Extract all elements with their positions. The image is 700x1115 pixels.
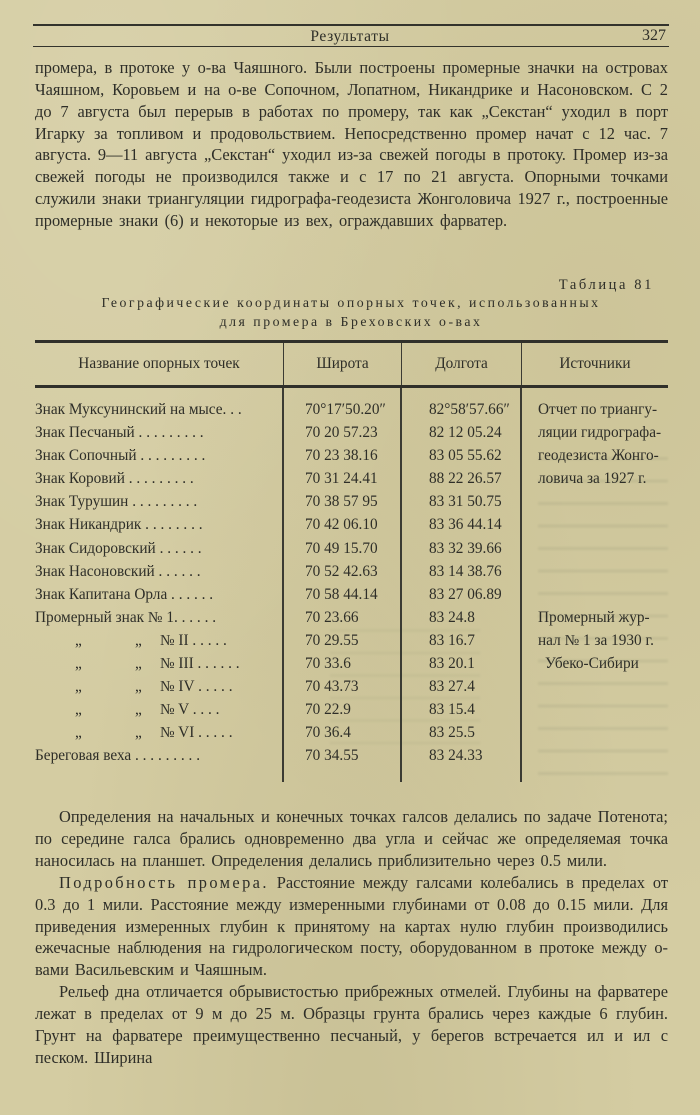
body-text — [35, 806, 668, 1069]
longitude-value: 83 27.4 — [429, 678, 475, 696]
point-name — [35, 721, 284, 744]
source-line: Промерный жур- — [538, 609, 650, 626]
source-line: ловича за 1927 г. — [538, 470, 647, 488]
table-caption-line-2: для промера в Бреховских о-вах — [219, 313, 483, 329]
longitude-value: 83 25.5 — [429, 724, 475, 742]
paragraph-intro: промера, в протоке у о-ва Чаяшного. Были построены промерные значки на островах Чаяшном, Коровьем и на о-ве Сопочном, Лопатном, Никандрике и Насоновском. С 2 до 7 августа был перерыв в работах по промеру, так как „Секстан“ уходил в порт Игарку за топливом и продовольствием. Непосредственно промер начат с 12 час. 7 августа. 9—11 августа „Секстан“ уходил из-за свежей погоды в протоку. Промер из-за свежей погоды не производился также и с 17 по 21 августа. Опорными точками служили знаки триангуляции гидрографа-геодезиста Жонголовича 1927 г., построенные промерные знаки (6) и некоторые из вех, ограждавших фарватер. — [35, 58, 668, 230]
latitude-value: 70 34.55 — [305, 747, 359, 765]
latitude-value: 70°17′50.20″ — [305, 401, 386, 418]
point-name-text: № V . . . . — [160, 701, 220, 719]
page-number: 327 — [642, 27, 666, 44]
point-name: Знак Насоновский . . . . . . — [35, 562, 201, 580]
table-number-label: Таблица 81 — [558, 277, 654, 293]
source-line: Отчет по триангу- — [538, 401, 658, 418]
table-row — [35, 490, 668, 513]
column-header-sources: Источники — [559, 355, 631, 372]
ditto-mark: „ — [135, 724, 142, 742]
ditto-mark: „ — [135, 678, 142, 696]
longitude-value: 83 36 44.14 — [429, 516, 502, 534]
point-name: Знак Капитана Орла . . . . . . — [35, 585, 214, 603]
longitude-value: 83 27 06.89 — [429, 585, 502, 603]
longitude-value: 83 31 50.75 — [429, 493, 502, 511]
latitude-value: 70 20 57.23 — [305, 424, 378, 442]
source-line: ляции гидрографа- — [538, 424, 662, 442]
longitude-value: 82 12 05.24 — [429, 424, 502, 442]
longitude-value: 83 32 39.66 — [429, 539, 502, 557]
source-line: Убеко-Сибири — [545, 655, 639, 673]
point-name: Знак Песчаный . . . . . . . . . — [35, 424, 204, 442]
source-line: геодезиста Жонго- — [538, 447, 659, 465]
ditto-mark: „ — [135, 631, 142, 649]
column-header-latitude: Широта — [284, 343, 402, 385]
longitude-value: 82°58′57.66″ — [429, 401, 510, 418]
longitude-value: 83 24.33 — [429, 747, 483, 765]
longitude-value: 83 20.1 — [429, 655, 475, 673]
table-row — [35, 513, 668, 536]
running-head-rule-top — [33, 24, 669, 26]
latitude-value: 70 52 42.63 — [305, 562, 378, 580]
point-name: Знак Турушин . . . . . . . . . — [35, 493, 198, 511]
table-row — [35, 698, 668, 721]
ditto-mark: „ — [75, 701, 82, 719]
emphasized-run-in-heading: Подробность промера. — [59, 872, 269, 892]
paragraph-detail — [35, 872, 668, 982]
latitude-value: 70 23 38.16 — [305, 447, 378, 465]
running-head-title: Результаты — [310, 28, 390, 45]
latitude-value: 70 38 57 95 — [305, 493, 378, 511]
point-name-text: № II . . . . . — [160, 631, 227, 649]
longitude-value: 83 15.4 — [429, 701, 475, 719]
longitude-value: 83 24.8 — [429, 608, 475, 626]
latitude-value: 70 49 15.70 — [305, 539, 378, 557]
table-row — [35, 675, 668, 698]
latitude-value: 70 29.55 — [305, 631, 359, 649]
point-name-text: № VI . . . . . — [160, 724, 233, 742]
coordinates-table — [35, 340, 668, 782]
ditto-mark: „ — [75, 678, 82, 696]
table-caption-line-1: Географические координаты опорных точек, использованных — [101, 295, 601, 310]
latitude-value: 70 22.9 — [305, 701, 351, 719]
latitude-value: 70 36.4 — [305, 724, 351, 742]
longitude-value: 83 05 55.62 — [429, 447, 502, 465]
latitude-value: 70 42 06.10 — [305, 516, 378, 534]
running-head-rule-bottom — [33, 46, 669, 47]
latitude-value: 70 43.73 — [305, 678, 359, 696]
ditto-mark: „ — [75, 724, 82, 742]
table-row — [35, 744, 668, 767]
longitude-value: 83 16.7 — [429, 631, 475, 649]
table-row — [35, 560, 668, 583]
point-name: Знак Коровий . . . . . . . . . — [35, 470, 194, 488]
point-name — [35, 629, 284, 652]
ditto-mark: „ — [135, 701, 142, 719]
longitude-value: 83 14 38.76 — [429, 562, 502, 580]
paragraph-relief: Рельеф дна отличается обрывистостью прибрежных отмелей. Глубины на фарватере лежат в пределах от 9 м до 25 м. Образцы грунта брались через каждые 6 глубин. Грунт на фарватере преимущественно песчаный, у берегов встречается ил и ил с песком. Ширина — [35, 982, 668, 1067]
point-name — [35, 652, 284, 675]
table-caption — [26, 294, 676, 331]
point-name — [35, 698, 284, 721]
table-column-rule — [400, 388, 402, 782]
point-name: Знак Сидоровский . . . . . . — [35, 539, 202, 557]
ditto-mark: „ — [75, 631, 82, 649]
latitude-value: 70 23.66 — [305, 608, 359, 626]
point-name: Знак Никандрик . . . . . . . . — [35, 516, 203, 534]
point-name-text: № IV . . . . . — [160, 678, 233, 696]
point-name — [35, 675, 284, 698]
point-name: Промерный знак № 1. . . . . . — [35, 608, 217, 626]
point-name: Береговая веха . . . . . . . . . — [35, 747, 201, 765]
ditto-mark: „ — [135, 655, 142, 673]
source-note-triangulation — [538, 398, 668, 491]
table-column-rule — [520, 388, 522, 782]
source-note-journal — [538, 606, 668, 675]
source-line: нал № 1 за 1930 г. — [538, 632, 654, 650]
column-header-name: Название опорных точек — [35, 343, 284, 385]
table-row — [35, 583, 668, 606]
ditto-mark: „ — [75, 655, 82, 673]
table-body — [35, 388, 668, 782]
column-header-longitude: Долгота — [402, 343, 522, 385]
latitude-value: 70 33.6 — [305, 655, 351, 673]
paragraph-definitions: Определения на начальных и конечных точках галсов делались по задаче Потенота; по середине галса брались одновременно два угла и сейчас же определяемая точка наносилась на планшет. Определения делались приблизительно через 0.5 мили. — [35, 807, 668, 870]
table-row — [35, 721, 668, 744]
point-name: Знак Муксунинский на мысе. . . — [35, 401, 242, 418]
table-row — [35, 537, 668, 560]
latitude-value: 70 31 24.41 — [305, 470, 378, 488]
point-name-text: № III . . . . . . — [160, 655, 240, 673]
paragraph-detail-text: Расстояние между галсами колебались в пределах от 0.3 до 1 мили. Расстояние между измеренными глубинами от 0.08 до 0.15 мили. Для приведения измеренных глубин к принятому на картах нулю глубин производились ежечасные наблюдения на гидрологическом посту, оборудованном в протоке между о-вами Васильевским и Чаяшным. — [35, 872, 668, 980]
longitude-value: 88 22 26.57 — [429, 470, 502, 488]
table-header-row — [35, 340, 668, 388]
latitude-value: 70 58 44.14 — [305, 585, 378, 603]
point-name: Знак Сопочный . . . . . . . . . — [35, 447, 206, 465]
